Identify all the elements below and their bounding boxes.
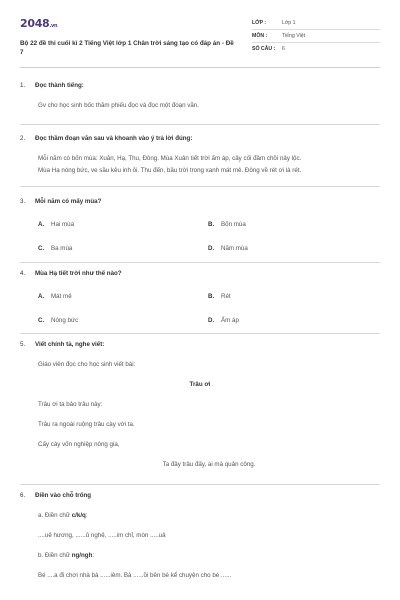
instruction-letters: ng/ngh [71, 552, 93, 559]
question-5 [20, 341, 380, 349]
divider [20, 186, 380, 187]
instruction-suffix: : [85, 512, 88, 519]
passage-line-2: Mùa Hạ nóng bức, ve sầu kêu inh ỏi. Thu đến, bầu trời trong xanh mát mẻ. Đông về rét ơi là rét. [38, 166, 302, 174]
divider [20, 333, 380, 334]
meta-value: Tiếng Việt [282, 32, 306, 39]
question-title: Đọc thành tiếng: [35, 82, 84, 89]
question-title: Mỗi năm có mấy mùa? [35, 198, 102, 205]
brand-logo[interactable] [20, 17, 235, 31]
poem-line: Ta đây trâu đấy, ai mà quản công. [162, 461, 256, 468]
question-number: 5. [20, 341, 26, 348]
meta-row-count [252, 43, 380, 56]
question-title: Viết chính tả, nghe viết: [35, 341, 105, 348]
option-a[interactable] [38, 221, 208, 229]
option-text: Mát mẻ [51, 293, 72, 301]
meta-row-class [252, 17, 380, 30]
option-letter: C. [38, 245, 45, 253]
option-b[interactable] [208, 293, 378, 301]
poem-line: Trâu ơi ta bảo trâu này: [38, 401, 103, 408]
passage-line-1: Mỗi năm có bốn mùa: Xuân, Hạ, Thu, Đông. Mùa Xuân tiết trời ấm áp, cây cối đâm chồi nảy lộc. [38, 154, 302, 162]
instruction-letters: c/k/q [71, 512, 86, 519]
option-letter: A. [38, 221, 45, 229]
document-title: Bộ 22 đề thi cuối kì 2 Tiếng Việt lớp 1 Chân trời sáng tạo có đáp án - Đề 7 [20, 39, 234, 57]
brand-tld: .vn [49, 23, 58, 29]
option-text: Nóng bức [51, 317, 79, 325]
option-d[interactable] [208, 245, 378, 253]
options-q4 [38, 285, 378, 333]
instruction-suffix: : [92, 552, 95, 559]
option-letter: C. [38, 317, 45, 325]
question-number: 4. [20, 270, 26, 277]
question-title: Đọc thầm đoạn văn sau và khoanh vào ý trả lời đúng: [35, 135, 193, 142]
question-title: Mùa Hạ tiết trời như thế nào? [35, 270, 122, 277]
option-text: Hai mùa [51, 221, 75, 229]
option-c[interactable] [38, 317, 208, 325]
option-a[interactable] [38, 293, 208, 301]
option-b[interactable] [208, 221, 378, 229]
option-text: Năm mùa [221, 245, 248, 253]
header [20, 0, 380, 68]
dictation-intro: Giáo viên đọc cho học sinh viết bài: [38, 361, 136, 368]
question-3 [20, 198, 380, 206]
part-a-instruction [20, 512, 380, 520]
question-number: 1. [20, 82, 26, 89]
option-letter: D. [208, 317, 215, 325]
meta-value: Lớp 1 [282, 19, 296, 26]
poem-title: Trâu ơi [189, 381, 211, 388]
option-letter: B. [208, 293, 215, 301]
divider [20, 262, 380, 263]
part-b-blanks[interactable]: Bé ....a đi chơi nhà bà ......iêm. Bà ......ồi bên bé kể chuyện cho bé ...... [38, 572, 232, 579]
option-c[interactable] [38, 245, 208, 253]
meta-table [252, 17, 380, 67]
option-letter: B. [208, 221, 215, 229]
question-6 [20, 492, 380, 500]
part-a-blanks[interactable]: ....uê hương, ......ủ nghệ, .....im chỉ, mòn .....uả [38, 532, 166, 539]
meta-label: LỚP : [252, 19, 267, 26]
option-text: Rét [221, 293, 231, 301]
divider [20, 484, 380, 485]
question-title: Điền vào chỗ trống [35, 492, 92, 499]
brand-name: 2048 [20, 17, 50, 30]
question-number: 2. [20, 135, 26, 142]
poem-line: Cấy cày vốn nghiệp nông gia, [38, 441, 120, 448]
meta-label: SỐ CÂU : [252, 46, 276, 53]
divider [20, 124, 380, 125]
instruction-prefix: b. Điền chữ [38, 552, 72, 559]
option-text: Bốn mùa [221, 221, 246, 229]
options-q3 [38, 213, 378, 261]
option-letter: D. [208, 245, 215, 253]
instruction-prefix: a. Điền chữ [38, 512, 72, 519]
question-1 [20, 82, 380, 110]
option-d[interactable] [208, 317, 378, 325]
option-text: Ba mùa [51, 245, 73, 253]
part-b-instruction [20, 552, 380, 560]
poem-line: Trâu ra ngoài ruộng trâu cày với ta. [38, 421, 135, 428]
question-number: 3. [20, 198, 26, 205]
header-left [20, 17, 235, 67]
meta-label: MÔN : [252, 32, 268, 39]
question-2 [20, 135, 380, 174]
question-number: 6. [20, 492, 26, 499]
question-4 [20, 270, 380, 278]
meta-value: 6 [282, 46, 285, 53]
question-text: Gv cho học sinh bốc thăm phiếu đọc và đọc một đoạn văn. [38, 101, 199, 109]
option-letter: A. [38, 293, 45, 301]
meta-row-subject [252, 30, 380, 43]
option-text: Ấm áp [221, 317, 239, 325]
